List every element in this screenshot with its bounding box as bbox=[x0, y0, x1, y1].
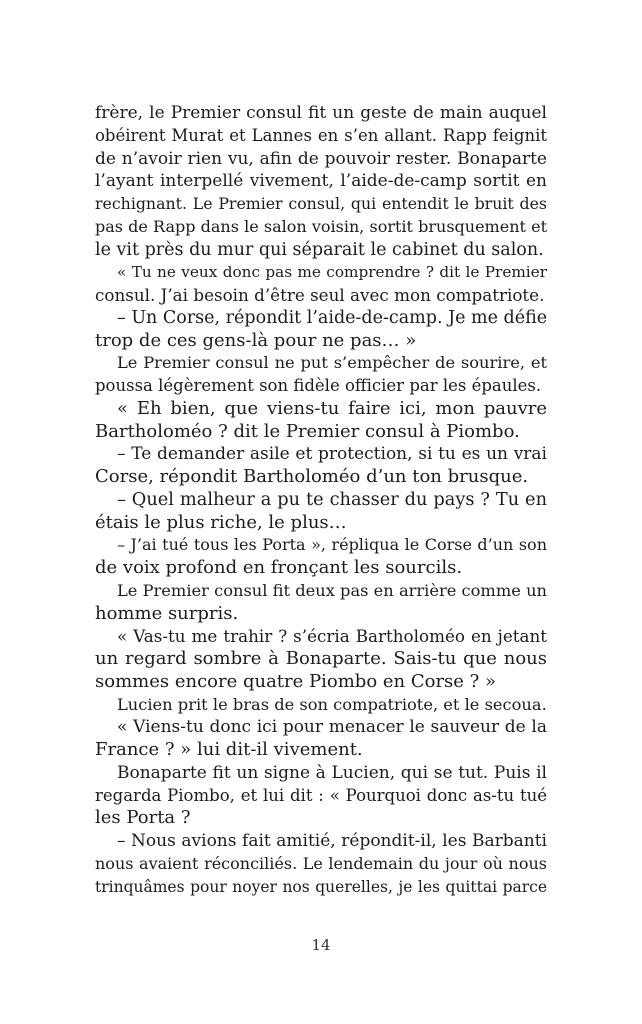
text-line: étais le plus riche, le plus… bbox=[95, 511, 347, 533]
text-line: sommes encore quatre Piombo en Corse ? » bbox=[95, 670, 497, 692]
text-line: Lucien prit le bras de son compatriote, et le secoua. bbox=[117, 694, 547, 714]
text-line: – J’ai tué tous les Porta », répliqua le Corse d’un son bbox=[117, 535, 547, 555]
text-line: les Porta ? bbox=[95, 807, 191, 829]
text-line: trop de ces gens-là pour ne pas… » bbox=[95, 329, 417, 351]
text-line: nous avaient réconciliés. Le lendemain du jour où nous bbox=[95, 853, 547, 873]
text-line: obéirent Murat et Lannes en s’en allant. Rapp feignit bbox=[95, 125, 547, 145]
page-number: 14 bbox=[311, 936, 331, 954]
text-line: – Un Corse, répondit l’aide-de-camp. Je me défie bbox=[117, 307, 548, 328]
text-line: consul. J’ai besoin d’être seul avec mon compatriote. bbox=[95, 285, 545, 305]
body-text bbox=[95, 102, 547, 898]
text-line: – Nous avions fait amitié, répondit-il, les Barbanti bbox=[117, 831, 547, 851]
text-line: poussa légèrement son fidèle officier par les épaules. bbox=[95, 376, 542, 395]
text-line: Bonaparte fit un signe à Lucien, qui se tut. Puis il bbox=[117, 762, 547, 783]
text-line: Le Premier consul fit deux pas en arrière comme un bbox=[117, 580, 547, 600]
text-line: Corse, répondit Bartholoméo d’un ton brusque. bbox=[95, 466, 529, 487]
text-line: – Te demander asile et protection, si tu es un vrai bbox=[117, 444, 547, 465]
text-line: « Viens-tu donc ici pour menacer le sauveur de la bbox=[117, 717, 547, 738]
text-line: – Quel malheur a pu te chasser du pays ? Tu en bbox=[117, 489, 547, 510]
text-line: France ? » lui dit-il vivement. bbox=[95, 739, 363, 760]
text-line: de n’avoir rien vu, afin de pouvoir rester. Bonaparte bbox=[95, 148, 547, 169]
text-line: frère, le Premier consul fit un geste de main auquel bbox=[95, 103, 547, 123]
text-line: de voix profond en fronçant les sourcils. bbox=[95, 557, 463, 578]
text-line: regarda Piombo, et lui dit : « Pourquoi donc as-tu tué bbox=[95, 785, 547, 805]
text-line: Bartholoméo ? dit le Premier consul à Piombo. bbox=[95, 420, 520, 442]
text-line: « Tu ne veux donc pas me comprendre ? dit le Premier bbox=[117, 263, 547, 282]
text-line: un regard sombre à Bonaparte. Sais-tu que nous bbox=[95, 648, 547, 669]
text-line: pas de Rapp dans le salon voisin, sortit brusquement et bbox=[95, 216, 547, 236]
text-line: « Eh bien, que viens-tu faire ici, mon pauvre bbox=[117, 397, 547, 419]
text-line: rechignant. Le Premier consul, qui entendit le bruit des bbox=[95, 194, 547, 213]
text-line: « Vas-tu me trahir ? s’écria Bartholoméo en jetant bbox=[117, 626, 547, 647]
text-line: trinquâmes pour noyer nos querelles, je les quittai parce bbox=[95, 877, 547, 896]
text-line: le vit près du mur qui séparait le cabinet du salon. bbox=[95, 239, 544, 260]
text-line: l’ayant interpellé vivement, l’aide-de-camp sortit en bbox=[95, 171, 547, 192]
text-line: homme surpris. bbox=[95, 602, 239, 624]
text-line: Le Premier consul ne put s’empêcher de sourire, et bbox=[117, 353, 547, 373]
